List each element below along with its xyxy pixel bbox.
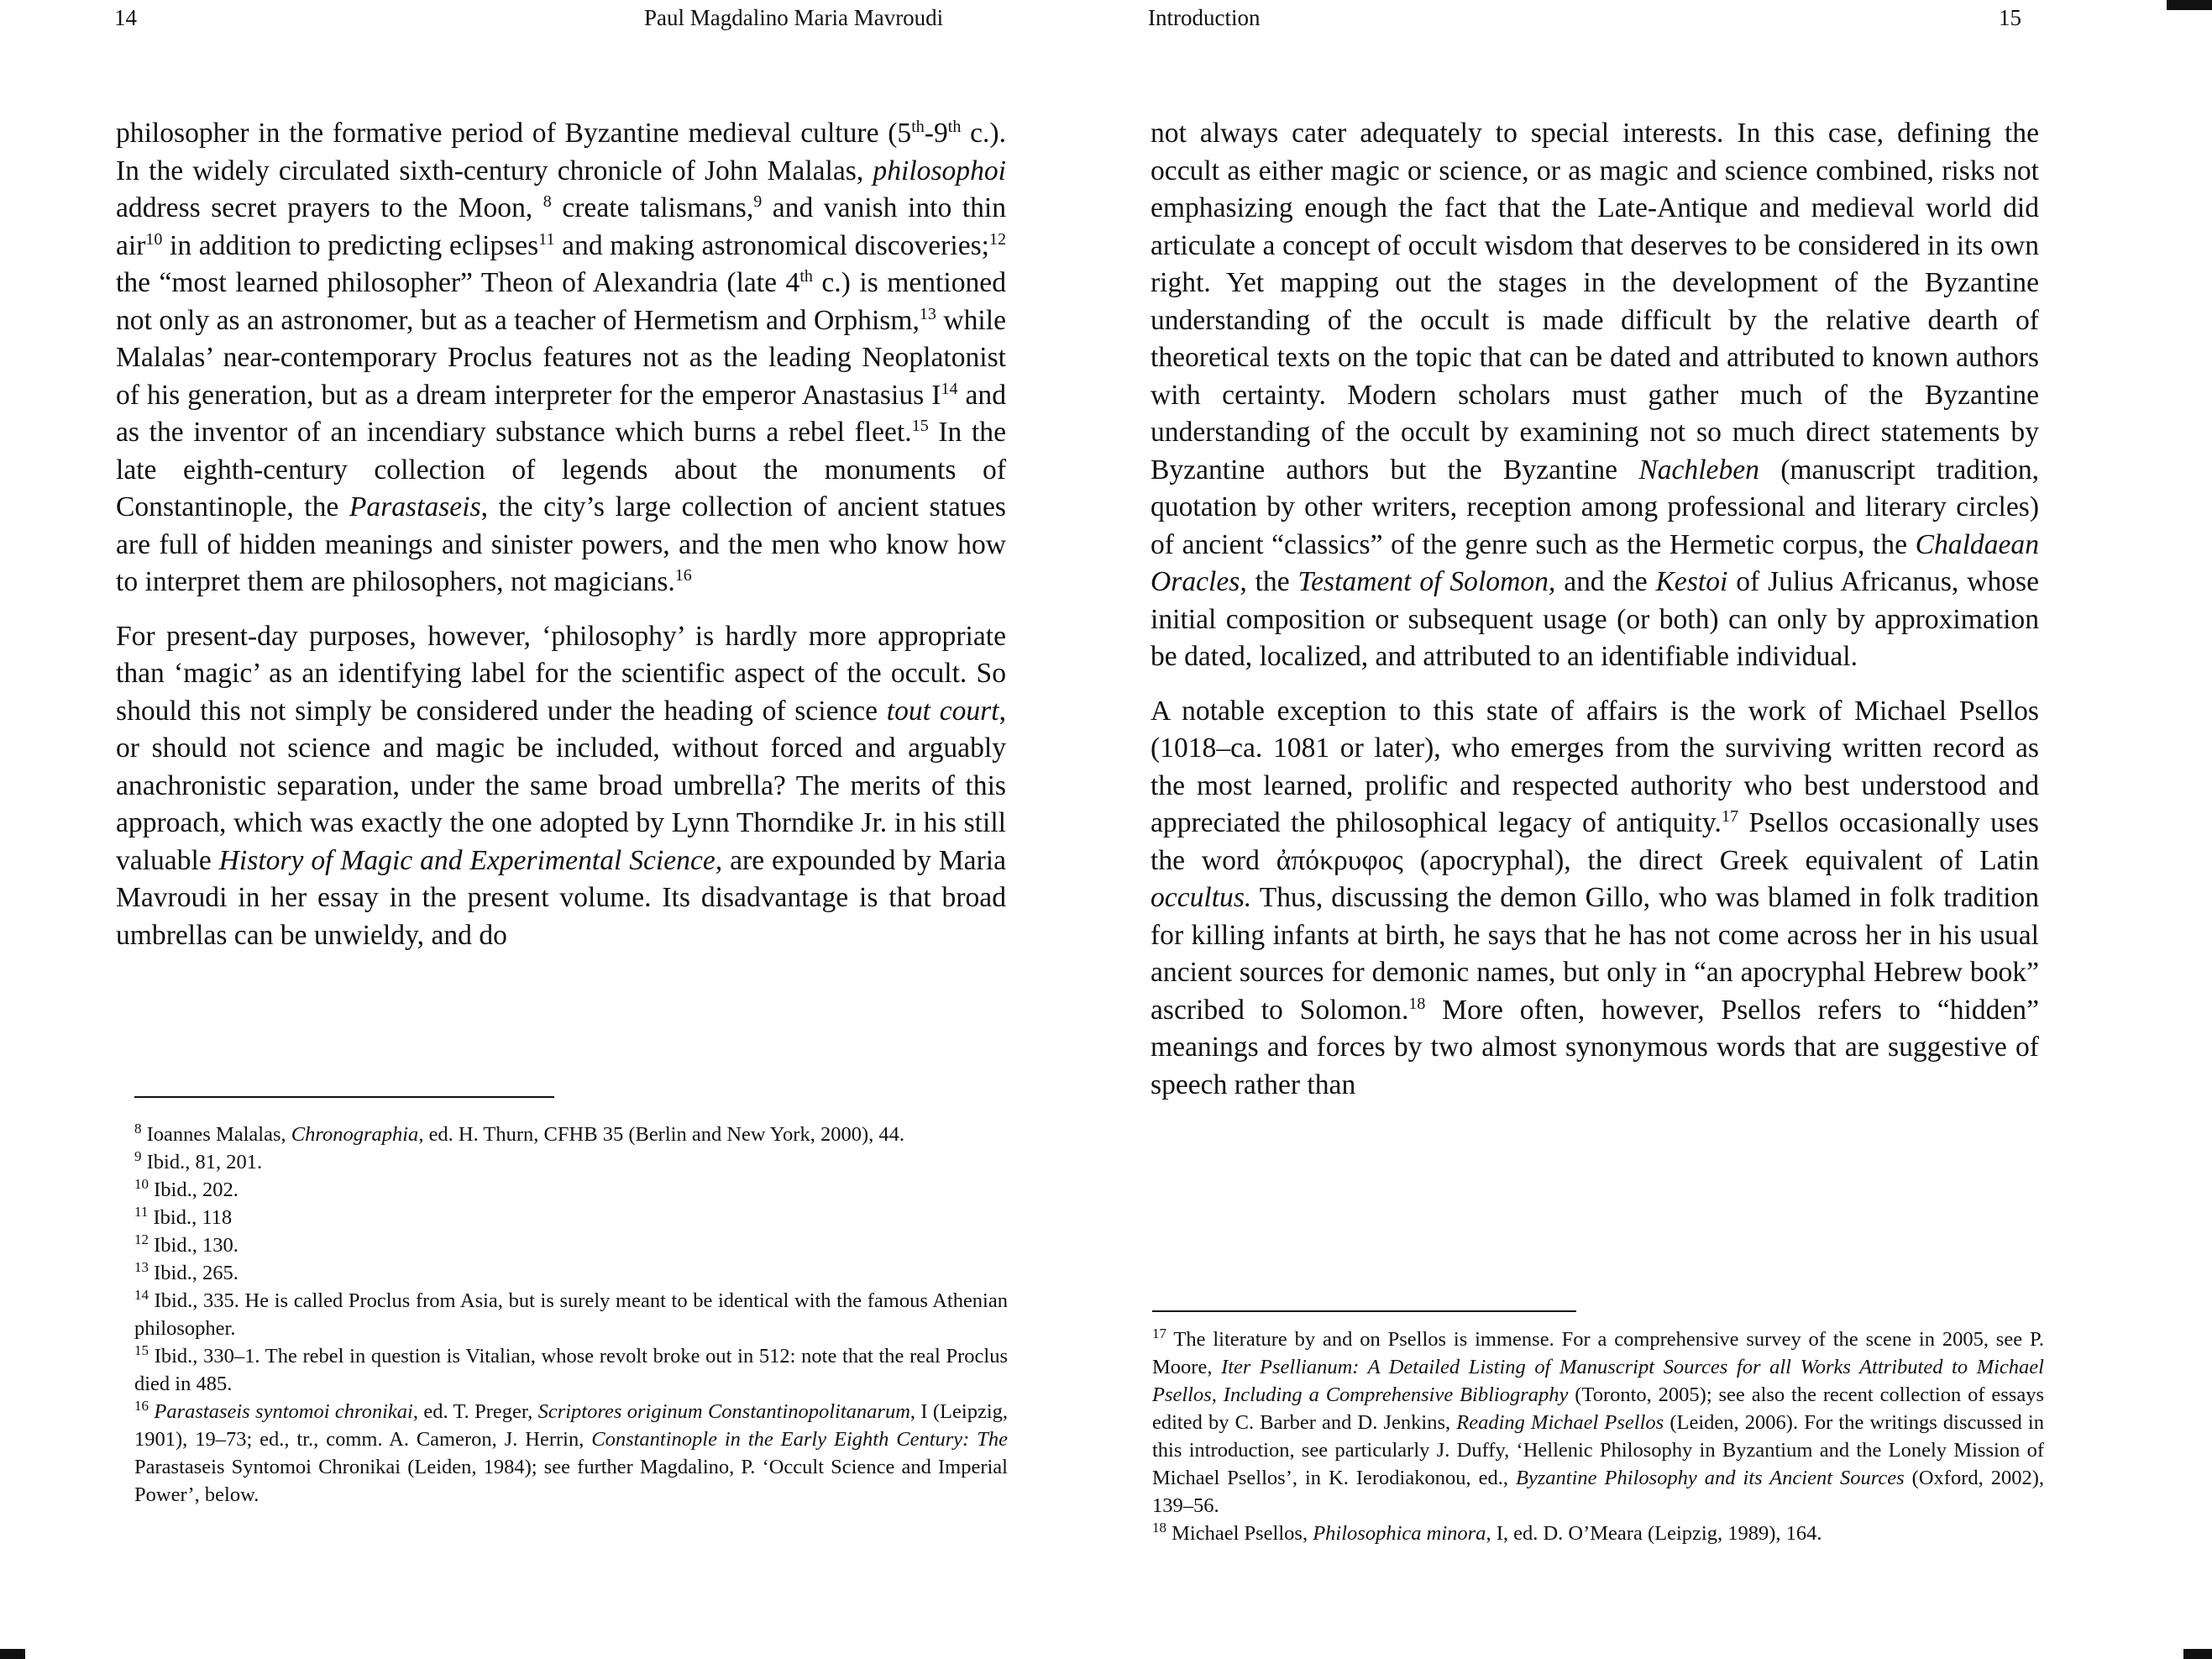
- italic-text: Byzantine Philosophy and its Ancient Sources: [1515, 1467, 1905, 1489]
- text-run: , I, ed. D. O’Meara (Leipzig, 1989), 164.: [1486, 1522, 1822, 1545]
- text-run: , ed. H. Thurn, CFHB 35 (Berlin and New York, 2000), 44.: [418, 1123, 904, 1146]
- footnote-ref: 18: [1152, 1519, 1166, 1536]
- page-number-left: 14: [114, 5, 137, 30]
- text-run: in addition to predicting eclipses: [162, 229, 539, 261]
- text-run: Ibid., 202.: [149, 1179, 238, 1201]
- text-run: philosopher in the formative period of Byzantine medieval culture (5: [116, 118, 912, 149]
- footnote-ref: 13: [919, 304, 936, 323]
- text-run: and vanish into thin air: [116, 192, 1007, 261]
- footnote-ref: th: [799, 266, 813, 286]
- left-page: [0, 0, 1075, 1659]
- text-run: In the late eighth-century collection of legends about the monuments of Constantinople, the: [116, 417, 1006, 522]
- footnote: [134, 1287, 1008, 1342]
- text-run: while Malalas’ near-contemporary Proclus features not as the leading Neoplatonist of his generation, but as a dream interpreter for the emperor Anastasius I: [116, 304, 1006, 411]
- text-run: Thus, discussing the demon Gillo, who was blamed in folk tradition for killing infants at birth, he says that he has not come across her in his usual ancient sources for demonic names, but only in “an apocryphal Hebrew book” ascribed to Solomon.: [1151, 882, 2039, 1026]
- text-run: the “most learned philosopher” Theon of Alexandria (late 4: [116, 267, 800, 298]
- footnote-ref: 10: [134, 1175, 149, 1192]
- text-run: (Toronto, 2005); see also the recent collection of essays edited by C. Barber and D. Jenkins,: [1152, 1383, 2044, 1434]
- text-run: c.). In the widely circulated sixth-century chronicle of John Malalas,: [116, 118, 1006, 186]
- text-run: of Julius Africanus, whose initial composition or subsequent usage (or both) can only by approximation be dated, localized, and attributed to an identifiable individual.: [1151, 566, 2040, 672]
- left-body: [116, 115, 1006, 954]
- italic-text: Philosophica minora: [1313, 1522, 1486, 1545]
- footnote: [1152, 1326, 2044, 1520]
- footnote-ref: th: [911, 117, 925, 136]
- footnote: [134, 1204, 1008, 1231]
- footnote: [134, 1342, 1008, 1398]
- footnote-ref: 8: [543, 192, 552, 211]
- italic-text: Parastaseis syntomoi chronikai: [154, 1400, 413, 1423]
- text-run: , the: [1240, 566, 1298, 597]
- text-run: create talismans,: [551, 192, 754, 223]
- running-head-left: Paul Magdalino Maria Mavroudi: [644, 5, 944, 30]
- italic-text: occultus.: [1151, 882, 1252, 913]
- left-paragraph-2: [116, 618, 1006, 955]
- footnote-ref: 18: [1408, 994, 1426, 1013]
- text-run: (Leiden, 2006). For the writings discussed in this introduction, see particularly J. Duffy, ‘Hellenic Philosophy in Byzantium and the Lonely Mission of Michael Psellos’, in K. Ierodiakonou, ed.,: [1152, 1411, 2044, 1489]
- footnote-ref: 15: [911, 416, 929, 435]
- left-paragraph-1: [116, 115, 1006, 601]
- italic-text: philosophoi: [873, 155, 1006, 186]
- italic-text: Kestoi: [1655, 566, 1728, 597]
- footnote-ref: 11: [134, 1203, 149, 1220]
- right-paragraph-1: [1151, 115, 2039, 676]
- text-run: , the city’s large collection of ancient statues are full of hidden meanings and sinister powers, and the men who know how to interpret them are philosophers, not magicians.: [116, 491, 1006, 597]
- footnote: [134, 1398, 1008, 1509]
- text-run: More often, however, Psellos refers to “hidden” meanings and forces by two almost synonymous words that are suggestive of speech rather than: [1151, 994, 2039, 1100]
- text-run: , or should not science and magic be included, without forced and arguably anachronistic separation, under the same broad umbrella? The merits of this approach, which was exactly the one adopted by Lynn Thorndike Jr. in his still valuable: [116, 695, 1006, 876]
- footnote: [134, 1121, 1008, 1148]
- text-run: , ed. T. Preger,: [412, 1400, 538, 1423]
- italic-text: Testament of Solomon,: [1297, 566, 1556, 597]
- text-run: (Oxford, 2002), 139–56.: [1152, 1467, 2044, 1517]
- footnote-ref: 17: [1152, 1325, 1166, 1341]
- footnote-ref: 17: [1721, 806, 1738, 826]
- scan-edge-mark: [0, 1649, 25, 1659]
- text-run: Michael Psellos,: [1166, 1522, 1313, 1545]
- text-run: are expounded by Maria Mavroudi in her essay in the present volume. Its disadvantage is that broad umbrellas can be unwieldy, and do: [116, 844, 1006, 951]
- text-run: (manuscript tradition, quotation by other writers, reception among professional and literary circles) of ancient “classics” of the genre such as the Hermetic corpus, the: [1151, 454, 2039, 560]
- text-run: -9: [924, 118, 948, 149]
- footnote-rule-left: [134, 1096, 554, 1098]
- text-run: For present-day purposes, however, ‘philosophy’ is hardly more appropriate than ‘magic’ as an identifying label for the scientific aspect of the occult. So should this not simply be considered under the heading of science: [116, 620, 1006, 727]
- footnote-ref: 16: [134, 1397, 149, 1414]
- text-run: Ibid., 130.: [149, 1234, 238, 1257]
- footnote-ref: 16: [674, 565, 692, 585]
- text-run: Ibid., 118: [148, 1206, 233, 1229]
- italic-text: tout court: [886, 695, 999, 727]
- footnote-ref: 9: [134, 1147, 142, 1164]
- text-run: and as the inventor of an incendiary substance which burns a rebel fleet.: [116, 379, 1006, 448]
- scan-edge-mark: [2167, 0, 2212, 10]
- italic-text: Chronographia: [291, 1123, 419, 1146]
- text-run: Ibid., 265.: [149, 1262, 238, 1284]
- text-run: address secret prayers to the Moon,: [116, 192, 543, 223]
- footnote: [134, 1176, 1008, 1204]
- italic-text: Scriptores originum Constantinopolitanarum: [537, 1400, 910, 1423]
- italic-text: Chaldaean Oracles: [1151, 528, 2039, 597]
- italic-text: Constantinople in the Early Eighth Century: The: [591, 1428, 1008, 1451]
- scan-edge-mark: [2183, 1649, 2212, 1659]
- text-run: Ioannes Malalas,: [141, 1123, 291, 1146]
- text-run: and making astronomical discoveries;: [554, 229, 989, 261]
- footnote-ref: 14: [941, 379, 958, 398]
- right-body: [1151, 115, 2039, 1104]
- text-run: Ibid., 81, 201.: [141, 1151, 263, 1173]
- italic-text: Reading Michael Psellos: [1456, 1411, 1664, 1434]
- footnote-ref: 15: [134, 1341, 149, 1358]
- italic-text: History of Magic and Experimental Science,: [218, 844, 723, 876]
- italic-text: Iter Psellianum: A Detailed Listing of Manuscript Sources for all Works Attributed to Michael Psellos, Including a Comprehensive Bibliography: [1152, 1356, 2044, 1406]
- footnote-ref: 8: [134, 1120, 142, 1137]
- footnote-ref: 12: [134, 1231, 149, 1247]
- footnote: [1152, 1520, 2044, 1547]
- right-paragraph-2: [1151, 693, 2039, 1105]
- footnote-ref: 12: [989, 229, 1006, 249]
- footnotes-right: [1152, 1326, 2044, 1547]
- footnote: [134, 1259, 1008, 1287]
- text-run: Ibid., 335. He is called Proclus from Asia, but is surely meant to be identical with the famous Athenian philosopher.: [134, 1289, 1008, 1340]
- text-run: A notable exception to this state of affairs is the work of Michael Psellos (1018–ca. 1081 or later), who emerges from the surviving written record as the most learned, prolific and respected authority who best understood and appreciated the philosophical legacy of antiquity.: [1151, 695, 2039, 838]
- right-page: [1092, 0, 2212, 1659]
- text-run: Ibid., 330–1. The rebel in question is Vitalian, whose revolt broke out in 512: note that the real Proclus died in 485.: [134, 1345, 1008, 1395]
- italic-text: Nachleben: [1638, 454, 1759, 486]
- footnote-ref: 11: [538, 229, 555, 249]
- footnotes-left: [134, 1121, 1008, 1509]
- text-run: c.) is mentioned not only as an astronomer, but as a teacher of Hermetism and Orphism,: [116, 267, 1006, 336]
- footnote-ref: 14: [134, 1286, 149, 1303]
- text-run: , I (Leipzig, 1901), 19–73; ed., tr., comm. A. Cameron, J. Herrin,: [134, 1400, 1009, 1451]
- footnote-ref: 9: [753, 192, 763, 211]
- footnote-ref: th: [947, 117, 962, 136]
- italic-text: Parastaseis: [349, 491, 481, 522]
- footnote-ref: 13: [134, 1258, 149, 1275]
- footnote: [134, 1231, 1008, 1259]
- footnote-ref: 10: [145, 229, 163, 249]
- running-head-right: Introduction: [1148, 5, 1261, 30]
- page-number-right: 15: [1999, 5, 2021, 30]
- text-run: Parastaseis Syntomoi Chronikai (Leiden, 1984); see further Magdalino, P. ‘Occult Science and Imperial Power’, below.: [134, 1456, 1008, 1506]
- footnote: [134, 1148, 1008, 1176]
- text-run: Psellos occasionally uses the word ἀπόκρυφος (apocryphal), the direct Greek equivalent of Latin: [1151, 807, 2039, 876]
- text-run: and the: [1555, 566, 1656, 597]
- footnote-rule-right: [1152, 1310, 1576, 1312]
- text-run: The literature by and on Psellos is immense. For a comprehensive survey of the scene in 2005, see P. Moore,: [1152, 1328, 2044, 1378]
- text-run: not always cater adequately to special interests. In this case, defining the occult as either magic or science, or as magic and science combined, risks not emphasizing enough the fact that the Late-Antique and medieval world did articulate a concept of occult wisdom that deserves to be considered in its own right. Yet mapping out the stages in the development of the Byzantine understanding of the occult is made difficult by the relative dearth of theoretical texts on the topic that can be dated and attributed to known authors with certainty. Modern scholars must gather much of the Byzantine understanding of the occult by examining not so much direct statements by Byzantine authors but the Byzantine: [1151, 118, 2039, 486]
